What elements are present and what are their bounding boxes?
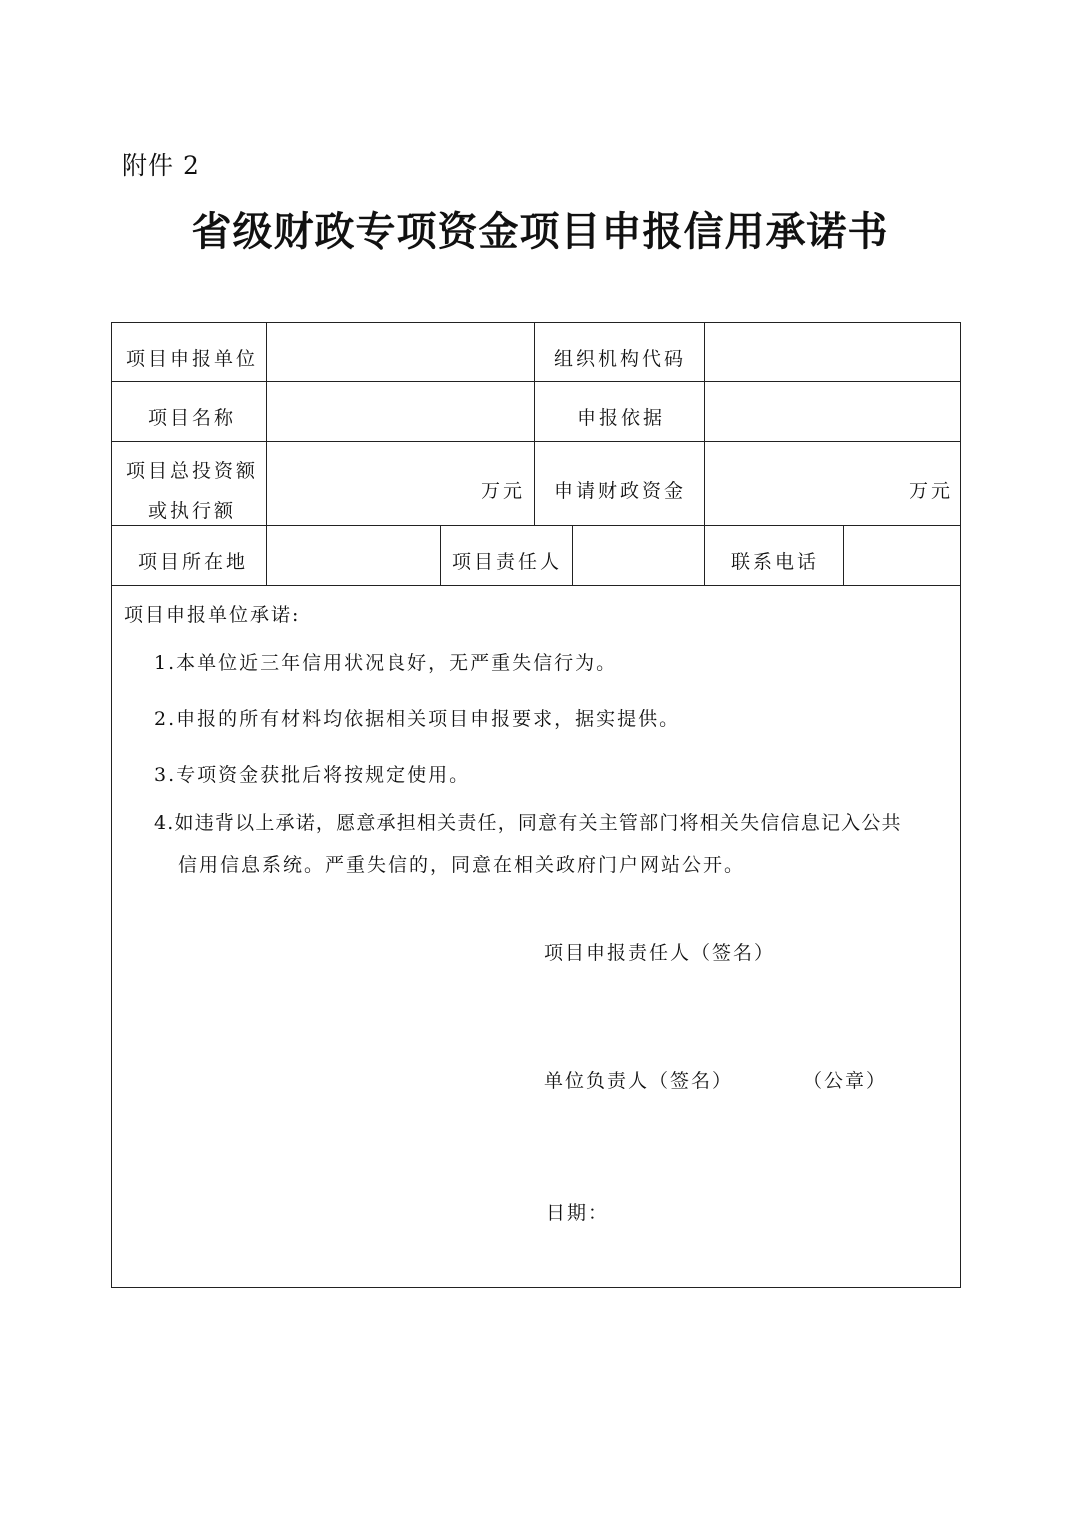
org-code-label: 组织机构代码 <box>554 348 687 370</box>
project-name-label: 项目名称 <box>148 407 237 429</box>
responsible-signature-label: 项目申报责任人（签名） <box>544 942 776 964</box>
official-seal-label: （公章） <box>803 1070 888 1092</box>
org-code-field[interactable] <box>708 326 956 378</box>
commitment-item: 4.如违背以上承诺，愿意承担相关责任，同意有关主管部门将相关失信信息记入公共 <box>154 812 902 834</box>
investment-label-line1: 项目总投资额 <box>126 460 259 482</box>
responsible-person-field[interactable] <box>576 529 700 581</box>
basis-field[interactable] <box>708 385 956 437</box>
row-divider <box>111 585 961 586</box>
commitment-item: 2.申报的所有材料均依据相关项目申报要求，据实提供。 <box>154 708 681 730</box>
commitment-item: 3.专项资金获批后将按规定使用。 <box>154 764 471 786</box>
column-divider <box>843 525 844 585</box>
responsible-person-label: 项目责任人 <box>452 551 563 573</box>
column-divider <box>266 322 267 525</box>
fund-label: 申请财政资金 <box>554 480 687 502</box>
unit-head-signature-label: 单位负责人（签名） <box>544 1070 734 1092</box>
column-divider <box>572 525 573 585</box>
column-divider <box>440 525 441 585</box>
column-divider <box>534 322 535 525</box>
phone-label: 联系电话 <box>731 551 820 573</box>
investment-unit: 万元 <box>481 480 526 502</box>
location-field[interactable] <box>270 529 436 581</box>
location-label: 项目所在地 <box>138 551 249 573</box>
commitment-item: 1.本单位近三年信用状况良好，无严重失信行为。 <box>154 652 618 674</box>
applicant-unit-label: 项目申报单位 <box>126 348 259 370</box>
phone-field[interactable] <box>847 529 957 581</box>
investment-field[interactable] <box>270 445 470 521</box>
commitment-item-continuation: 信用信息系统。严重失信的，同意在相关政府门户网站公开。 <box>178 854 746 876</box>
document-title: 省级财政专项资金项目申报信用承诺书 <box>191 208 889 255</box>
column-divider <box>704 322 705 525</box>
column-divider <box>704 525 705 585</box>
project-name-field[interactable] <box>270 385 530 437</box>
column-divider <box>266 525 267 585</box>
row-divider <box>111 525 961 526</box>
attachment-label: 附件 2 <box>122 151 200 180</box>
commitment-heading: 项目申报单位承诺: <box>124 604 301 626</box>
row-divider <box>111 381 961 382</box>
applicant-unit-field[interactable] <box>270 326 530 378</box>
fund-unit: 万元 <box>909 480 954 502</box>
investment-label-line2: 或执行额 <box>148 500 237 522</box>
date-label: 日期： <box>546 1202 610 1224</box>
basis-label: 申报依据 <box>577 407 666 429</box>
fund-field[interactable] <box>708 445 898 521</box>
row-divider <box>111 441 961 442</box>
